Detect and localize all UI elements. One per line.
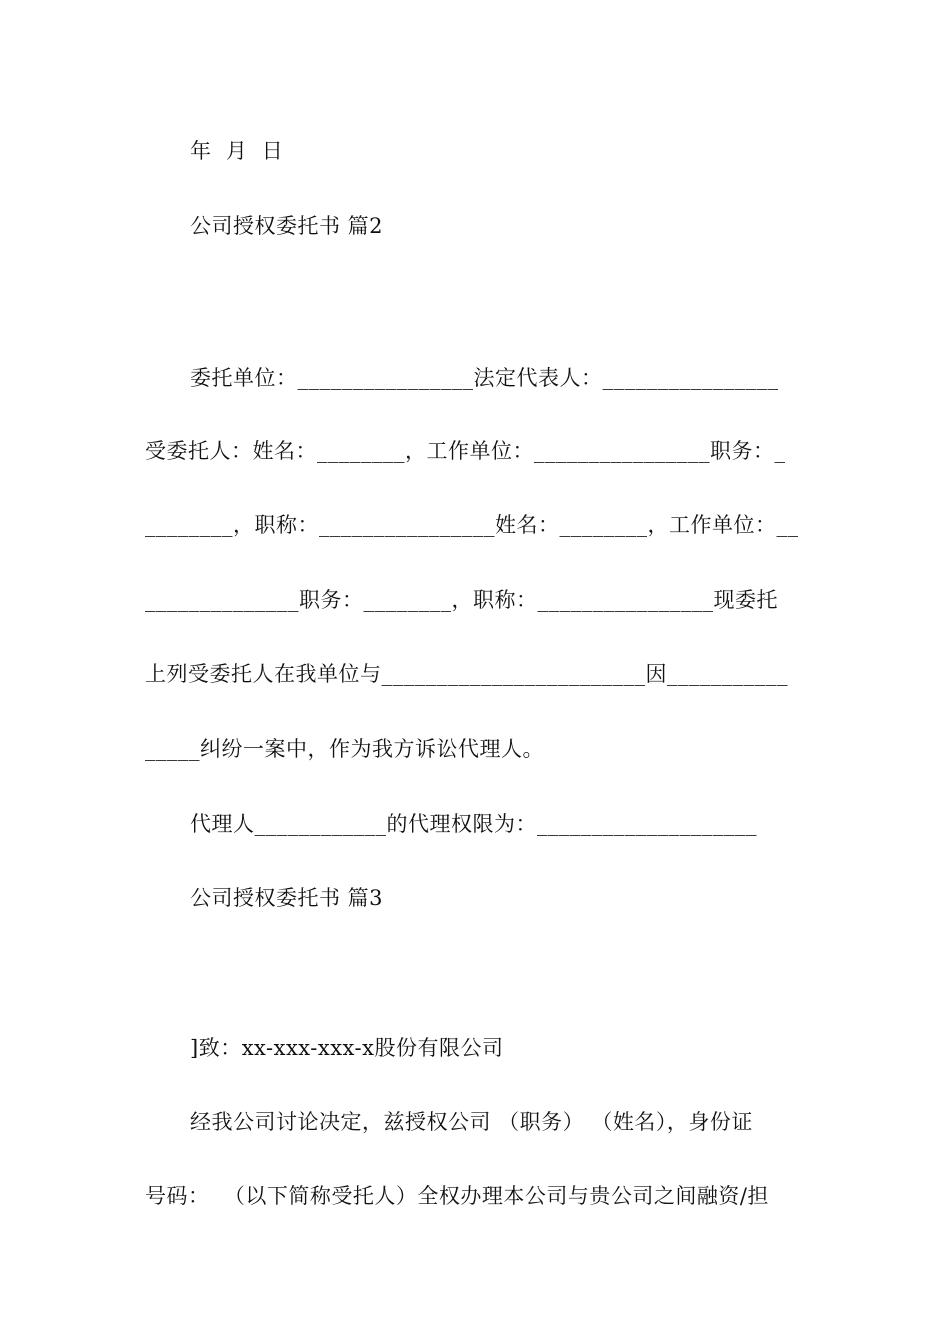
paragraph-line (190, 363, 805, 393)
text-run: 号码： （以下简称受托人）全权办理本公司与贵公司之间融资/担 (145, 1184, 769, 1208)
paragraph-line: 代理人____________的代理权限为：____________________ (190, 812, 757, 836)
paragraph-line (145, 659, 805, 689)
text-run: ________，职称：________________姓名：________，工作单位：__ (145, 513, 799, 537)
text-run: 经我公司讨论决定，兹授权公司 （职务） （姓名），身份证 (190, 1110, 753, 1134)
text-run: 委托单位：________________法定代表人：________________ (190, 366, 779, 390)
paragraph-line: ]致：xx-xxx-xxx-x股份有限公司 (190, 1036, 504, 1060)
date-line: 年 月 日 (190, 139, 284, 163)
paragraph-line (145, 510, 805, 540)
paragraph-line (145, 585, 805, 615)
paragraph-line (145, 436, 805, 466)
text-run: ______________职务：________，职称：________________现委托 (145, 588, 778, 612)
paragraph-line: _____纠纷一案中，作为我方诉讼代理人。 (145, 737, 544, 761)
heading-section-2: 公司授权委托书 篇2 (190, 214, 384, 238)
heading-section-3: 公司授权委托书 篇3 (190, 886, 384, 910)
paragraph-line (145, 1181, 805, 1211)
text-run: 受委托人：姓名：________，工作单位：________________职务：_ (145, 439, 786, 463)
paragraph-line (190, 1107, 805, 1137)
text-run: 上列受委托人在我单位与________________________因___________ (145, 662, 788, 686)
